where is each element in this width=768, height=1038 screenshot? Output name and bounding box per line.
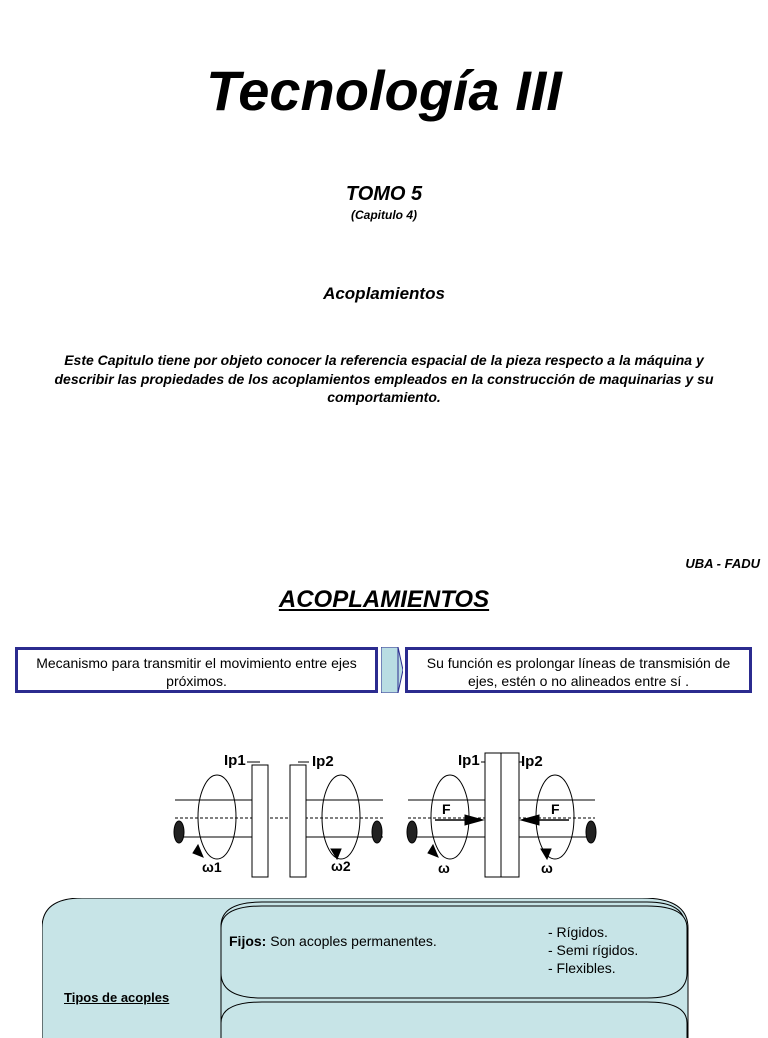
ip1-label-right: Ip1: [458, 752, 480, 769]
function-box: Su función es prolongar líneas de transmisión de ejes, estén o no alineados entre sí .: [405, 647, 752, 693]
coupling-diagram: [165, 745, 605, 885]
omega2-label: ω2: [331, 858, 351, 874]
chapter-description: Este Capitulo tiene por objeto conocer la referencia espacial de la pieza respecto a la máquina y describir las propiedades de los acoplamientos empleados en la construcción de maquinarias y su comportamiento.: [54, 352, 714, 405]
shaft-end-left: [174, 821, 184, 843]
omega1-label: ω1: [202, 859, 222, 875]
ip1-label-left: Ip1: [224, 752, 246, 769]
connector-arrow-icon: [381, 647, 403, 693]
omega-label-right: ω: [541, 860, 553, 876]
section-title: ACOPLAMIENTOS: [278, 586, 490, 613]
ip2-label-right: Ip2: [521, 753, 543, 770]
omega-label-left: ω: [438, 860, 450, 876]
definition-box: Mecanismo para transmitir el movimiento entre ejes próximos.: [15, 647, 378, 693]
subtypes-list: [548, 923, 638, 977]
right-coupling: [407, 753, 596, 877]
institution-label: UBA - FADU: [685, 556, 760, 571]
subtype-item: - Semi rígidos.: [548, 942, 639, 958]
ip2-label-left: Ip2: [312, 753, 334, 770]
fixed-description: Son acoples permanentes.: [266, 933, 437, 949]
shaft-end-right: [372, 821, 382, 843]
page-title: Tecnología III: [206, 59, 562, 122]
chapter-subtitle: Acoplamientos: [323, 284, 445, 303]
tomo-label: TOMO 5: [345, 183, 423, 205]
force-label-right: F: [551, 801, 560, 817]
fixed-label: Fijos:: [229, 933, 267, 949]
chapter-label: (Capitulo 4): [351, 208, 417, 222]
subtype-item: - Flexibles.: [548, 960, 616, 976]
subtype-item: - Rígidos.: [548, 924, 608, 940]
force-label-left: F: [442, 801, 451, 817]
fixed-couplings-text: [229, 933, 437, 949]
types-label: Tipos de acoples: [64, 990, 170, 1005]
